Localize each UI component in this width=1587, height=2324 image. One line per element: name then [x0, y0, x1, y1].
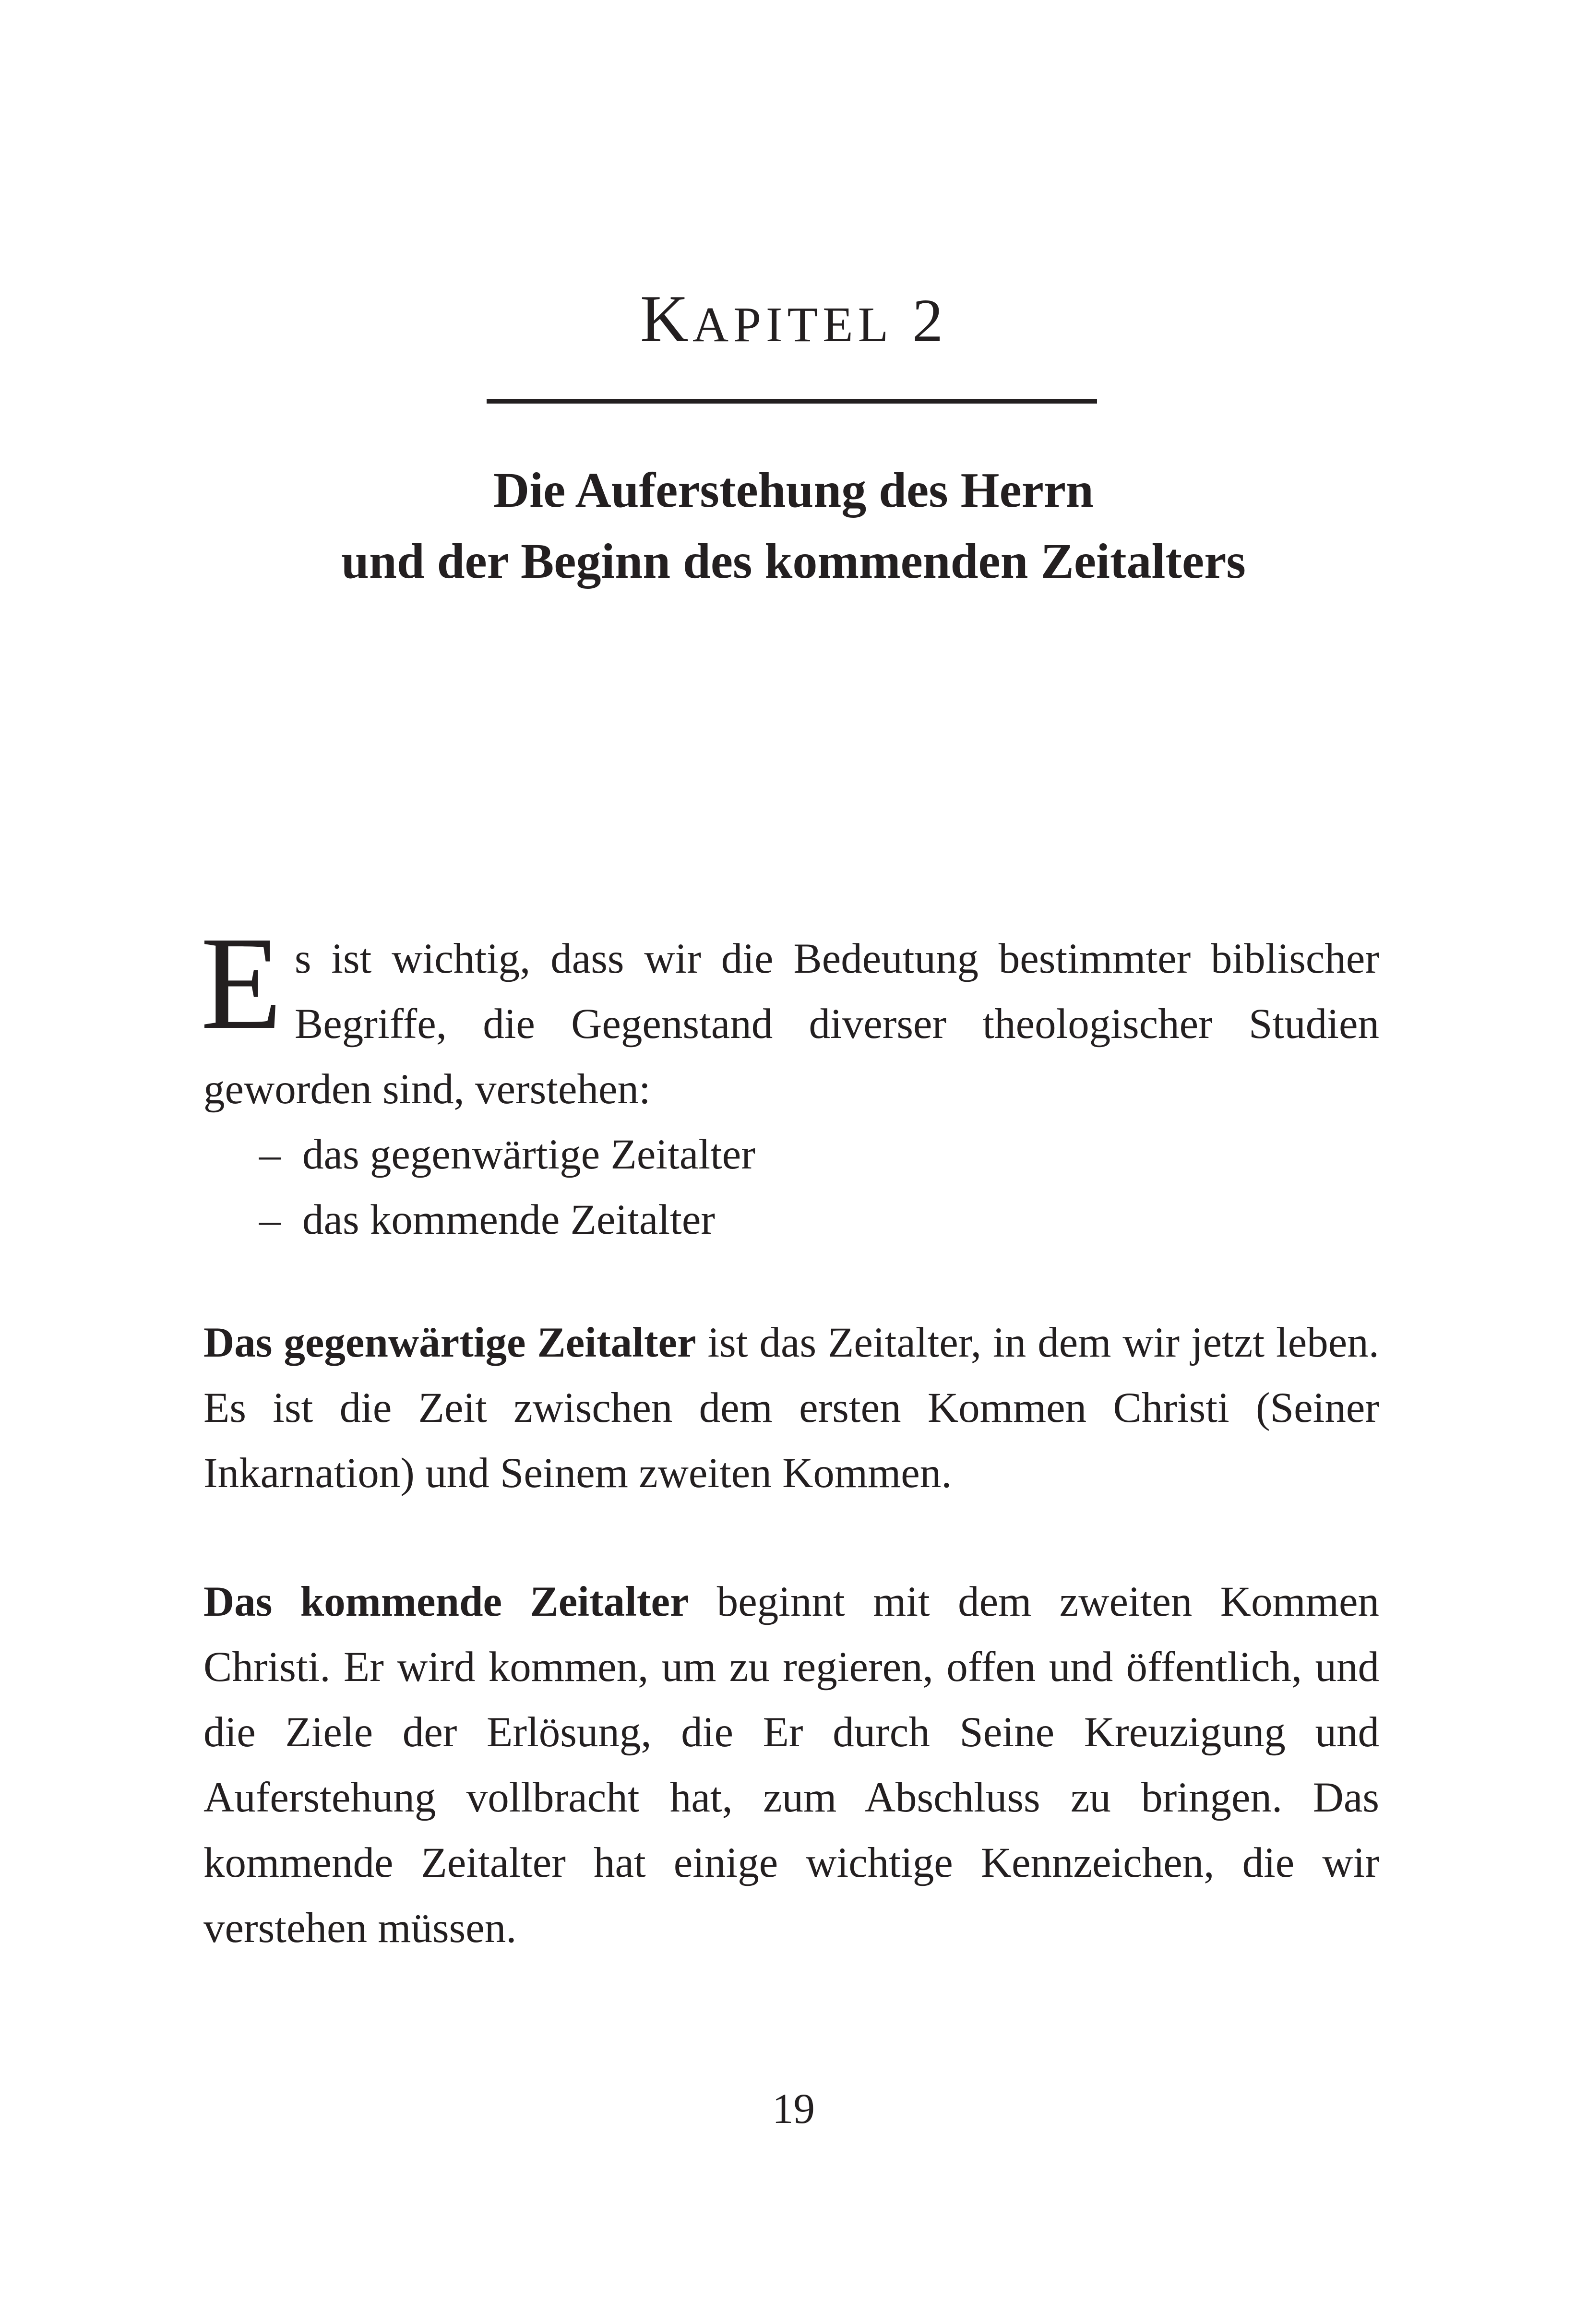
chapter-title-line-2: und der Beginn des kommenden Zeitalters: [341, 534, 1246, 589]
present-age-term: Das gegenwärtige Zeitalter: [203, 1319, 696, 1366]
coming-age-text: beginnt mit dem zweiten Kommen Christi. Er wird kommen, um zu regieren, offen und öffentlich, und die Ziele der Erlösung, die Er durch Seine Kreuzigung und Auferstehung vollbracht hat, zum Abschluss zu bringen. Das kommende Zeitalter hat einige wichtige Kennzeichen, die wir verstehen müssen.: [203, 1578, 1379, 1952]
intro-text: s ist wichtig, dass wir die Bedeutung bestimmter biblischer Begriffe, die Gegenstand diverser theologischer Studien geworden sind, verstehen:: [203, 935, 1379, 1113]
drop-cap: E: [201, 909, 282, 1057]
chapter-heading-initial: K: [640, 282, 692, 356]
chapter-number: 2: [912, 286, 947, 355]
list-marker: –: [259, 1131, 281, 1178]
intro-paragraph: [201, 909, 1379, 1122]
coming-age-paragraph: [203, 1569, 1379, 1961]
chapter-divider: [487, 399, 1097, 404]
list-item: [259, 1187, 755, 1252]
age-list: [259, 1122, 755, 1252]
list-item-text: das kommende Zeitalter: [302, 1196, 716, 1243]
chapter-heading-rest: APITEL: [692, 297, 894, 352]
page-number: 19: [772, 2086, 815, 2133]
list-item-text: das gegenwärtige Zeitalter: [302, 1131, 755, 1178]
chapter-heading: [0, 283, 1587, 361]
present-age-text: ist das Zeitalter, in dem wir jetzt leben. Es ist die Zeit zwischen dem ersten Kommen Christi (Seiner Inkarnation) und Seinem zweiten Kommen.: [203, 1319, 1380, 1497]
list-marker: –: [259, 1196, 281, 1243]
coming-age-term: Das kommende Zeitalter: [203, 1578, 689, 1625]
present-age-paragraph: [203, 1310, 1379, 1506]
chapter-title: [0, 455, 1587, 597]
chapter-title-line-1: Die Auferstehung des Herrn: [493, 463, 1094, 518]
list-item: [259, 1122, 755, 1187]
